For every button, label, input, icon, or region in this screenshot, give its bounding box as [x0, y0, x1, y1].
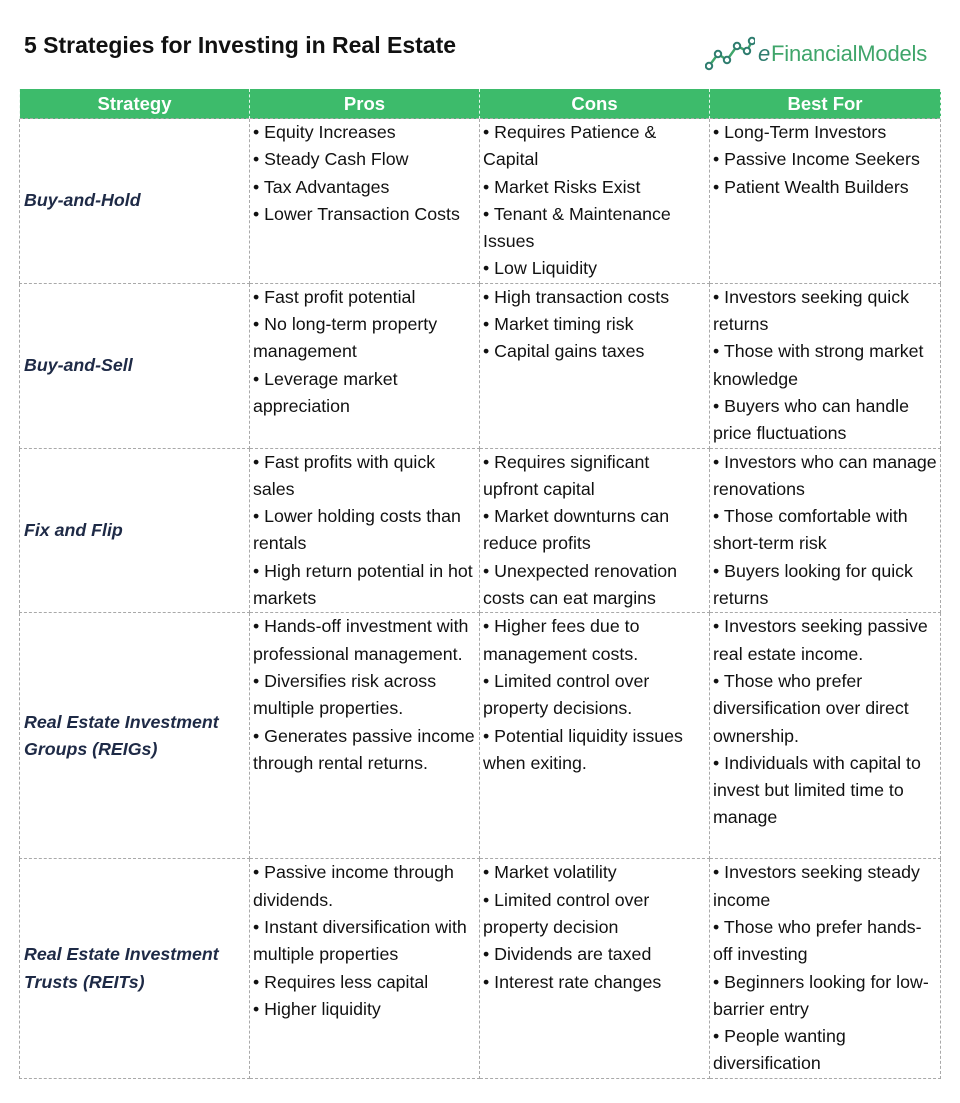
cons-cell [480, 119, 710, 284]
con-item: • Market volatility [483, 859, 709, 886]
pro-item: • Lower holding costs than rentals [253, 503, 479, 558]
best-for-cell [710, 119, 941, 284]
table-row [20, 283, 941, 448]
pros-cell [250, 613, 480, 859]
bullet-list [713, 449, 940, 613]
strategy-name: Buy-and-Sell [20, 283, 250, 448]
chart-trend-icon [705, 36, 755, 72]
best-for-item: • Patient Wealth Builders [713, 174, 940, 201]
efinancialmodels-logo [705, 34, 927, 74]
best-for-cell [710, 283, 941, 448]
best-for-item: • Those with strong market knowledge [713, 338, 940, 393]
con-item: • Market timing risk [483, 311, 709, 338]
table-row [20, 119, 941, 284]
table-row [20, 448, 941, 613]
con-item: • Requires Patience & Capital [483, 119, 709, 174]
con-item: • Low Liquidity [483, 255, 709, 282]
best-for-item: • Individuals with capital to invest but limited time to manage [713, 750, 940, 832]
table-row [20, 613, 941, 859]
con-item: • Unexpected renovation costs can eat margins [483, 558, 709, 613]
cons-cell [480, 859, 710, 1078]
con-item: • Market Risks Exist [483, 174, 709, 201]
column-header-best-for: Best For [710, 89, 941, 119]
logo-name: FinancialModels [771, 41, 928, 66]
pros-cell [250, 448, 480, 613]
logo-prefix: e [758, 41, 771, 66]
pro-item: • Tax Advantages [253, 174, 479, 201]
con-item: • High transaction costs [483, 284, 709, 311]
table-body [20, 119, 941, 1079]
bullet-list [713, 859, 940, 1077]
strategy-name: Fix and Flip [20, 448, 250, 613]
pro-item: • No long-term property management [253, 311, 479, 366]
strategies-table [19, 89, 941, 1079]
best-for-item: • Those who prefer diversification over direct ownership. [713, 668, 940, 750]
cons-cell [480, 613, 710, 859]
best-for-item: • Those who prefer hands-off investing [713, 914, 940, 969]
pro-item: • Diversifies risk across multiple properties. [253, 668, 479, 723]
bullet-list [253, 284, 479, 420]
bullet-list [483, 449, 709, 613]
best-for-item: • People wanting diversification [713, 1023, 940, 1078]
strategy-name: Buy-and-Hold [20, 119, 250, 284]
bullet-list [483, 859, 709, 995]
con-item: • Tenant & Maintenance Issues [483, 201, 709, 256]
pro-item: • Passive income through dividends. [253, 859, 479, 914]
pro-item: • Steady Cash Flow [253, 146, 479, 173]
best-for-item: • Buyers who can handle price fluctuations [713, 393, 940, 448]
bullet-list [713, 284, 940, 448]
best-for-cell [710, 859, 941, 1078]
pro-item: • Fast profit potential [253, 284, 479, 311]
bullet-list [253, 613, 479, 777]
pro-item: • Lower Transaction Costs [253, 201, 479, 228]
pros-cell [250, 283, 480, 448]
strategy-name: Real Estate Investment Trusts (REITs) [20, 859, 250, 1078]
best-for-item: • Passive Income Seekers [713, 146, 940, 173]
column-header-pros: Pros [250, 89, 480, 119]
bullet-list [253, 449, 479, 613]
cons-cell [480, 283, 710, 448]
con-item: • Potential liquidity issues when exiting. [483, 723, 709, 778]
pro-item: • Fast profits with quick sales [253, 449, 479, 504]
best-for-item: • Buyers looking for quick returns [713, 558, 940, 613]
bullet-list [253, 859, 479, 1023]
column-header-cons: Cons [480, 89, 710, 119]
table-row [20, 859, 941, 1078]
pro-item: • Higher liquidity [253, 996, 479, 1023]
pro-item: • Generates passive income through rental returns. [253, 723, 479, 778]
best-for-item: • Investors who can manage renovations [713, 449, 940, 504]
con-item: • Limited control over property decisions. [483, 668, 709, 723]
pro-item: • Leverage market appreciation [253, 366, 479, 421]
page-title: 5 Strategies for Investing in Real Estate [24, 32, 457, 58]
best-for-item: • Those comfortable with short-term risk [713, 503, 940, 558]
pro-item: • High return potential in hot markets [253, 558, 479, 613]
pro-item: • Instant diversification with multiple properties [253, 914, 479, 969]
best-for-item: • Investors seeking passive real estate income. [713, 613, 940, 668]
column-header-strategy: Strategy [20, 89, 250, 119]
con-item: • Capital gains taxes [483, 338, 709, 365]
cons-cell [480, 448, 710, 613]
best-for-item: • Investors seeking steady income [713, 859, 940, 914]
con-item: • Market downturns can reduce profits [483, 503, 709, 558]
bullet-list [713, 613, 940, 831]
bullet-list [483, 284, 709, 366]
table-header-row [20, 89, 941, 119]
pros-cell [250, 119, 480, 284]
best-for-cell [710, 613, 941, 859]
con-item: • Dividends are taxed [483, 941, 709, 968]
con-item: • Requires significant upfront capital [483, 449, 709, 504]
best-for-item: • Long-Term Investors [713, 119, 940, 146]
best-for-item: • Investors seeking quick returns [713, 284, 940, 339]
pros-cell [250, 859, 480, 1078]
logo-wordmark [758, 41, 927, 67]
con-item: • Interest rate changes [483, 969, 709, 996]
pro-item: • Equity Increases [253, 119, 479, 146]
pro-item: • Requires less capital [253, 969, 479, 996]
bullet-list [483, 613, 709, 777]
strategy-name: Real Estate Investment Groups (REIGs) [20, 613, 250, 859]
con-item: • Limited control over property decision [483, 887, 709, 942]
con-item: • Higher fees due to management costs. [483, 613, 709, 668]
pro-item: • Hands-off investment with professional management. [253, 613, 479, 668]
bullet-list [253, 119, 479, 228]
bullet-list [483, 119, 709, 283]
bullet-list [713, 119, 940, 201]
best-for-item: • Beginners looking for low-barrier entry [713, 969, 940, 1024]
best-for-cell [710, 448, 941, 613]
